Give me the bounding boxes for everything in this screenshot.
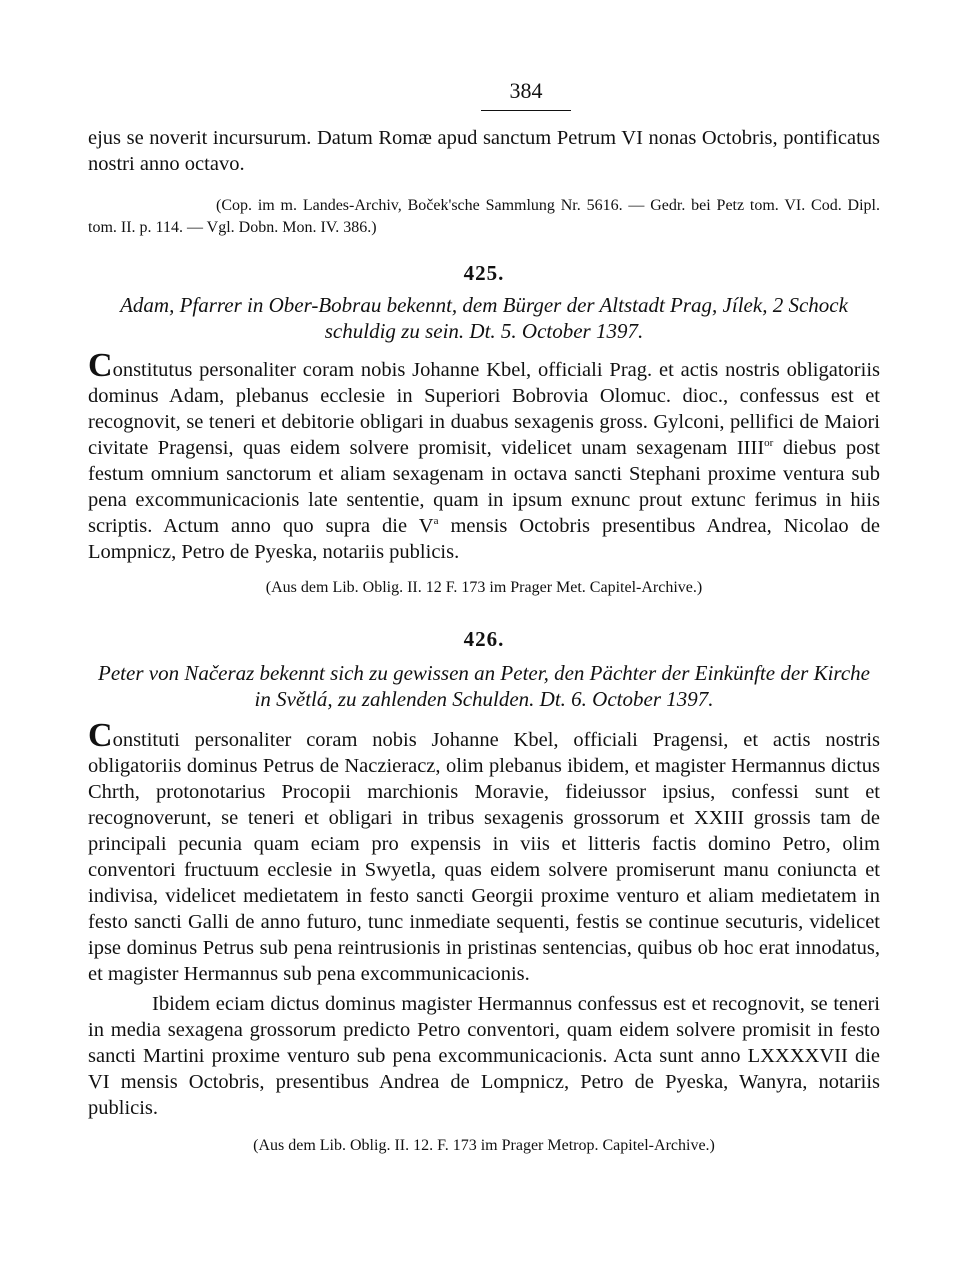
document-title-426: Peter von Načeraz bekennt sich zu gewissen an Peter, den Pächter der Einkünfte der Kirche in Světlá, zu zahlenden Schulden. Dt. 6. October 1397.: [98, 661, 870, 711]
document-body-426-p1: Constituti personaliter coram nobis Johanne Kbel, officiali Pragensi, et actis nostris obligatoriis dominus Petrus de Naczieracz, olim plebanus ibidem, et magister Hermannus dictus Chrth, protonotarius Procopii marchionis Moravie, fideiussor ipsius, confessi sunt et recognoverunt, se teneri et obligari in tribus sexagenis grossorum et XXIII grossis tam de principali pecunia quam eciam pro expensis in viis et litteris factis domino Petro, olim conventori fructuum ecclesie in Swyetla, quas eidem solvere promiserunt manu coniuncta et indivisa, videlicet medietatem in festo sancti Georgii proxime venturo et aliam medietatem in festo sancti Galli de anno futuro, tunc inmediate sequenti, festis se continue secuturis, videlicet ipse dominus Petrus sub pena reintrusionis in pristinas sentencias, quibus ob hoc erat innodatus, et magister Hermannus sub pena excommunicacionis.: [88, 717, 880, 985]
intro-paragraph: ejus se noverit incursurum. Datum Romæ apud sanctum Petrum VI nonas Octobris, pontificatus nostri anno octavo.: [88, 127, 880, 175]
citation-cop-text: (Cop. im m. Landes-Archiv, Boček'sche Sammlung Nr. 5616. — Gedr. bei Petz tom. VI. Cod. Dipl. tom. II. p. 114. — Vgl. Dobn. Mon. IV. 386.): [88, 197, 880, 236]
document-body-426-p2: Ibidem eciam dictus dominus magister Hermannus confessus est et recognovit, se teneri in media sexagena grossorum predicto Petro conventori, quam eidem solvere promisit in festo sancti Martini proxime venturo sub pena excommunicacionis. Acta sunt anno LXXXXVII die VI mensis Octobris, presentibus Andrea de Lompnicz, Petro de Pyeska, Wanyra, notariis publicis.: [88, 993, 880, 1119]
document-number-425: 425.: [463, 261, 505, 285]
page-number: 384: [481, 78, 571, 111]
citation-426: (Aus dem Lib. Oblig. II. 12. F. 173 im Prager Metrop. Capitel-Archive.): [253, 1137, 715, 1154]
page: [88, 78, 880, 1155]
document-title-425: Adam, Pfarrer in Ober-Bobrau bekennt, dem Bürger der Altstadt Prag, Jílek, 2 Schock schuldig zu sein. Dt. 5. October 1397.: [120, 293, 848, 343]
document-body-425: Constitutus personaliter coram nobis Johanne Kbel, officiali Prag. et actis nostris obligatoriis dominus Adam, plebanus ecclesie in Superiori Bobrovia Olomuc. dioc., confessus est et recognovit, se teneri et debitorie obligari in duabus sexagenis gross. Gylconi, pellifici de Maiori civitate Pragensi, quas eidem solvere promisit, videlicet unam sexagenam $IIII^{or}$ diebus post festum omnium sanctorum et aliam sexagenam in octava sancti Stephani proxime ventura sub pena excommunicacionis late sententie, quam in ipsum exnunc prout extunc ferimus in hiis scriptis. Actum anno quo supra die $V^a$ mensis Octobris presentibus Andrea, Nicolao de Lompnicz, Petro de Pyeska, notariis publicis.: [88, 347, 880, 563]
document-number-426: 426.: [463, 627, 505, 651]
drop-cap: C: [88, 347, 113, 384]
citation-cop: [88, 195, 880, 239]
drop-cap: C: [88, 717, 113, 754]
citation-425: (Aus dem Lib. Oblig. II. 12 F. 173 im Prager Met. Capitel-Archive.): [265, 579, 703, 596]
